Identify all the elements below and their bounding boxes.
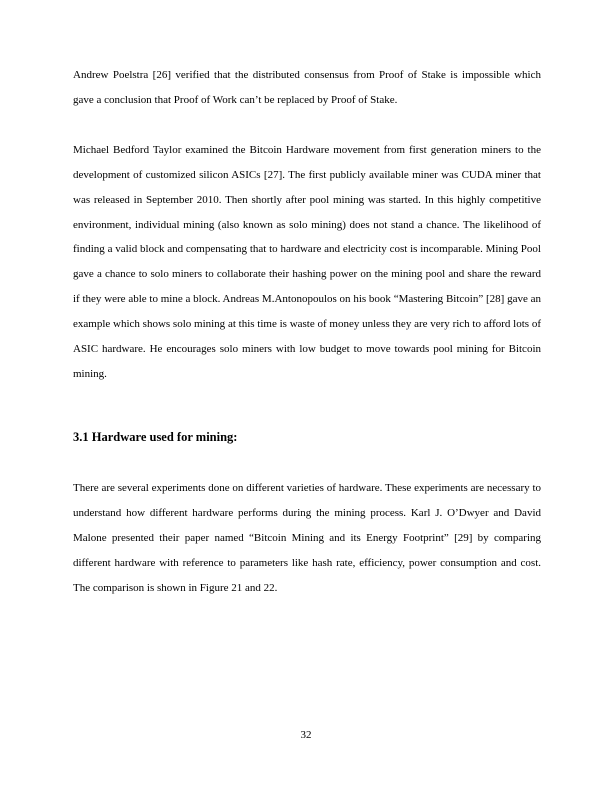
section-heading: 3.1 Hardware used for mining:	[73, 429, 238, 444]
paragraph-hardware-experiments: There are several experiments done on different varieties of hardware. These experiments are necessary to understand how different hardware performs during the mining process. Karl J. O’Dwyer and David Malone presented their paper named “Bitcoin Mining and its Energy Footprint” [29] by comparing different hardware with reference to parameters like hash rate, efficiency, power consumption and cost. The comparison is shown in Figure 21 and 22.	[73, 481, 541, 594]
page-number: 32	[300, 729, 312, 741]
page-body	[73, 63, 541, 600]
paragraph-taylor: Michael Bedford Taylor examined the Bitcoin Hardware movement from first generation miners to the development of customized silicon ASICs [27]. The first publicly available miner was CUDA miner that was released in September 2010. Then shortly after pool mining was started. In this highly competitive environment, individual mining (also known as solo mining) does not stand a chance. The likelihood of finding a valid block and compensating that to hardware and electricity cost is incomparable. Mining Pool gave a chance to solo miners to collaborate their hashing power on the mining pool and share the reward if they were able to mine a block. Andreas M.Antonopoulos on his book “Mastering Bitcoin” [28] gave an example which shows solo mining at this time is waste of money unless they are very rich to afford lots of ASIC hardware. He encourages solo miners with low budget to move towards pool mining for Bitcoin mining.	[73, 143, 541, 380]
paragraph-poelstra: Andrew Poelstra [26] verified that the distributed consensus from Proof of Stake is impossible which gave a conclusion that Proof of Work can’t be replaced by Proof of Stake.	[73, 69, 541, 106]
